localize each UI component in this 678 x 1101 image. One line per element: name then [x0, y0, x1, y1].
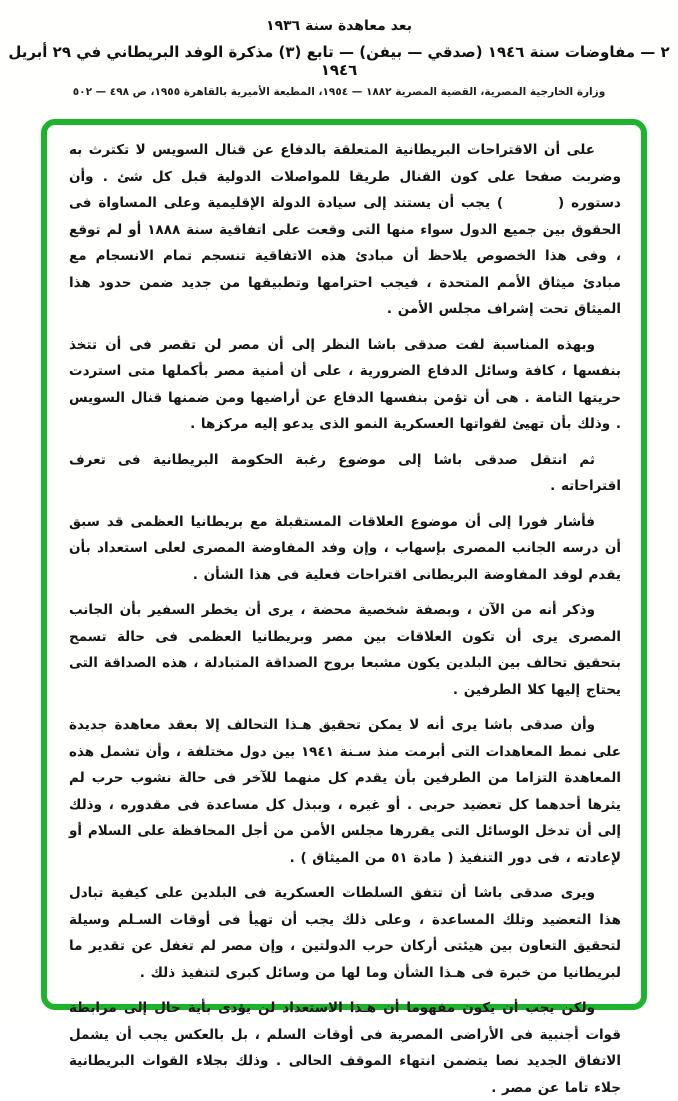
body-paragraph-3: ثم انتقل صدقى باشا إلى موضوع رغبة الحكومة البريطانية فى تعرف اقتراحاته .: [69, 451, 621, 494]
body-paragraph-2: وبهذه المناسبة لفت صدقى باشا النظر إلى أن مصر لن تقصر فى أن تتخذ بنفسها ، كافة وسائل الدفاع الضرورية ، على أن أمنية مصر بأكملها متى استردت حريتها التامة . هى أن تؤمن بنفسها الدفاع عن أراضيها ومن ضمنها قنال السويس . وذلك بأن تهيئ لقواتها العسكرية النمو الذى يدعو إليه مركزها .: [69, 336, 621, 432]
body-paragraph-7: ويرى صدقى باشا أن تتفق السلطات العسكرية فى البلدين على كيفية تبادل هذا التعضيد وتلك المساعدة ، وعلى ذلك يجب أن تهيأ فى أوقات السـلم وسيلة لتحقيق التعاون بين هيئتى أركان حرب الدولتين ، وإن مصر لم تغفل عن تقدير ما لبريطانيا من خبرة فى هـذا الشأن وما لها من وسائل كبرى لتنفيذ ذلك .: [69, 885, 621, 981]
document-body-text: [69, 137, 621, 1101]
annotation-highlight-box: [41, 119, 647, 1096]
header-section-title: بعد معاهدة سنة ١٩٣٦: [266, 18, 412, 34]
body-paragraph-8: ولكن يجب أن يكون مفهوما أن هـذا الاستعداد لن يؤدى بأية حال إلى مرابطة قوات أجنبية فى الأراضى المصرية فى أوقات السلم ، بل بالعكس يجب أن يشمل الاتفاق الجديد نصا يتضمن انتهاء الموقف الحالى . وذلك بجلاء القوات البريطانية جلاء تاما عن مصر .: [69, 1000, 621, 1096]
header-document-title: ٢ — مفاوضات سنة ١٩٤٦ (صدقي — بيفن) — تابع (٣) مذكرة الوفد البريطاني في ٢٩ أبريل ١٩٤٦: [8, 43, 670, 79]
header-source-citation: وزارة الخارجية المصرية، القضية المصرية ١٨٨٢ — ١٩٥٤، المطبعة الأميرية بالقاهرة ١٩٥٥، ص ٤٩٨ — ٥٠٢: [72, 86, 606, 98]
body-paragraph-1: على أن الاقتراحات البريطانية المتعلقة بالدفاع عن قنال السويس لا تكترث به وضربت صفحا على كون القنال طريقا للمواصلات الدولية قبل كل شئ . وأن دستوره ( ) يجب أن يستند إلى سيادة الدولة الإقليمية وعلى المساواة فى الحقوق بين جميع الدول سواء منها التى وقعت على اتفاقية سنة ١٨٨٨ أو لم توقع ، وفى هذا الخصوص يلاحظ أن مبادئ هذه الاتفاقية تنسجم تمام الانسجام مع مبادئ ميثاق الأمم المتحدة ، فيجب احترامها وتطبيقها من جديد ضمن حدود هذا الميثاق تحت إشراف مجلس الأمن .: [69, 142, 621, 317]
document-header: [0, 18, 678, 98]
body-paragraph-6: وأن صدقى باشا يرى أنه لا يمكن تحقيق هـذا التحالف إلا بعقد معاهدة جديدة على نمط المعاهدات التى أبرمت منذ سـنة ١٩٤١ بين دول مختلفة ، وأن تشمل هذه المعاهدة التزاما من الطرفين بأن يقدم كل منهما للآخر فى حالة نشوب حرب لم يثرها أحدهما كل تعضيد حربى . أو غيره ، وببذل كل مساعدة فى مقدوره ، وذلك إلى أن تدخل الوسائل التى يقررها مجلس الأمن من أجل المحافظة على السلام أو لإعادته ، فى دور التنفيذ ( مادة ٥١ من الميثاق ) .: [69, 717, 621, 866]
body-paragraph-4: فأشار فورا إلى أن موضوع العلاقات المستقبلة مع بريطانيا العظمى قد سبق أن درسه الجانب المصرى بإسهاب ، وإن وفد المفاوضة المصرى لعلى استعداد بأن يقدم لوفد المفاوضة البريطانى اقتراحات فعلية فى هذا الشأن .: [69, 513, 621, 583]
body-paragraph-5: وذكر أنه من الآن ، وبصفة شخصية محضة ، يرى أن يخطر السفير بأن الجانب المصرى يرى أن تكون العلاقات بين مصر وبريطانيا العظمى فى حالة تسمح بتحقيق تحالف بين البلدين يكون مشبعا بروح الصداقة المتبادلة ، هذه الصداقة التى يحتاج إليها كلا الطرفين .: [69, 602, 621, 698]
